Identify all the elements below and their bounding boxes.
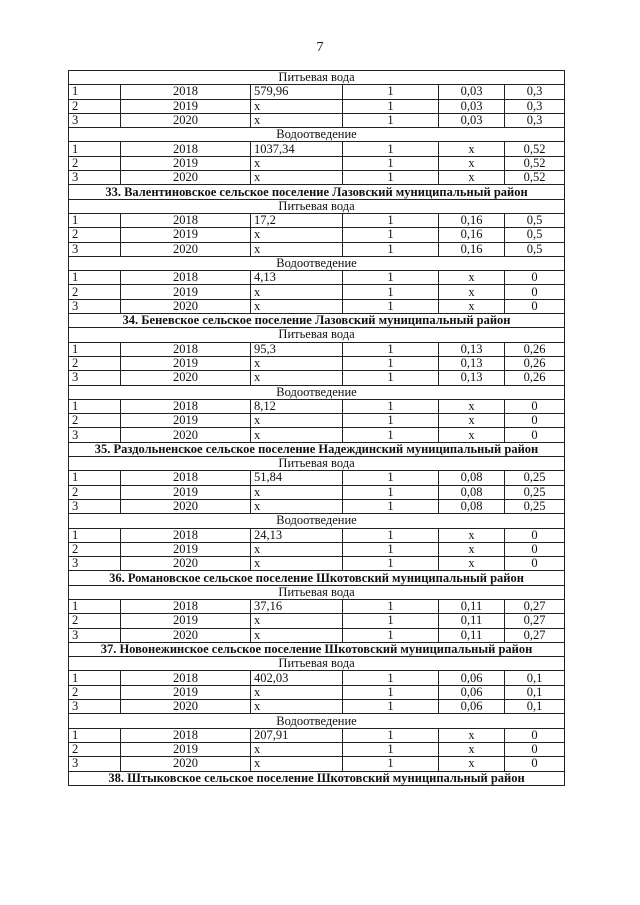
value-cell: x (251, 557, 343, 571)
value-cell: x (251, 285, 343, 299)
row-number-cell: 2 (69, 414, 121, 428)
value-cell: 37,16 (251, 599, 343, 613)
rate-cell: 0,11 (439, 614, 505, 628)
index-cell: 1 (343, 399, 439, 413)
value-cell: 51,84 (251, 471, 343, 485)
section-header-row (69, 771, 565, 785)
value-cell: 207,91 (251, 728, 343, 742)
rate-cell: 0,13 (439, 371, 505, 385)
index-cell: 1 (343, 285, 439, 299)
year-cell: 2019 (121, 356, 251, 370)
year-cell: 2020 (121, 557, 251, 571)
index-cell: 1 (343, 171, 439, 185)
row-number-cell: 1 (69, 599, 121, 613)
rate-cell: x (439, 557, 505, 571)
year-cell: 2018 (121, 342, 251, 356)
rate-cell: 0,08 (439, 485, 505, 499)
table-row (69, 299, 565, 313)
row-number-cell: 1 (69, 471, 121, 485)
year-cell: 2020 (121, 242, 251, 256)
service-title: Питьевая вода (69, 328, 565, 342)
index-cell: 1 (343, 742, 439, 756)
value-cell: 8,12 (251, 399, 343, 413)
table-row (69, 628, 565, 642)
rate-cell: x (439, 299, 505, 313)
table-row (69, 414, 565, 428)
row-number-cell: 1 (69, 399, 121, 413)
value-cell: 24,13 (251, 528, 343, 542)
value-cell: x (251, 156, 343, 170)
rate-cell: 0,03 (439, 113, 505, 127)
table-row (69, 528, 565, 542)
year-cell: 2020 (121, 371, 251, 385)
section-header-row (69, 442, 565, 456)
settlement-title: 36. Романовское сельское поселение Шкотовский муниципальный район (69, 571, 565, 585)
index-cell: 1 (343, 271, 439, 285)
index-cell: 1 (343, 99, 439, 113)
service-title: Питьевая вода (69, 657, 565, 671)
year-cell: 2018 (121, 728, 251, 742)
row-number-cell: 3 (69, 757, 121, 771)
service-title: Водоотведение (69, 385, 565, 399)
row-number-cell: 1 (69, 342, 121, 356)
table-row (69, 728, 565, 742)
tariff-cell: 0 (505, 742, 565, 756)
section-header-row (69, 642, 565, 656)
index-cell: 1 (343, 700, 439, 714)
year-cell: 2018 (121, 213, 251, 227)
year-cell: 2019 (121, 99, 251, 113)
subsection-header-row (69, 585, 565, 599)
value-cell: 4,13 (251, 271, 343, 285)
year-cell: 2020 (121, 757, 251, 771)
tariff-cell: 0,27 (505, 628, 565, 642)
value-cell: x (251, 299, 343, 313)
tariff-cell: 0 (505, 399, 565, 413)
row-number-cell: 2 (69, 542, 121, 556)
table-body (69, 71, 565, 786)
index-cell: 1 (343, 671, 439, 685)
index-cell: 1 (343, 528, 439, 542)
subsection-header-row (69, 256, 565, 270)
index-cell: 1 (343, 213, 439, 227)
year-cell: 2019 (121, 285, 251, 299)
settlement-title: 38. Штыковское сельское поселение Шкотовский муниципальный район (69, 771, 565, 785)
value-cell: x (251, 614, 343, 628)
index-cell: 1 (343, 685, 439, 699)
index-cell: 1 (343, 371, 439, 385)
subsection-header-row (69, 128, 565, 142)
year-cell: 2019 (121, 614, 251, 628)
row-number-cell: 1 (69, 142, 121, 156)
year-cell: 2019 (121, 228, 251, 242)
row-number-cell: 1 (69, 271, 121, 285)
table-row (69, 757, 565, 771)
tariff-table (68, 70, 565, 786)
tariff-cell: 0,3 (505, 99, 565, 113)
year-cell: 2018 (121, 399, 251, 413)
value-cell: x (251, 242, 343, 256)
tariff-cell: 0 (505, 528, 565, 542)
index-cell: 1 (343, 428, 439, 442)
value-cell: x (251, 628, 343, 642)
rate-cell: x (439, 428, 505, 442)
tariff-cell: 0,25 (505, 485, 565, 499)
subsection-header-row (69, 657, 565, 671)
index-cell: 1 (343, 542, 439, 556)
year-cell: 2018 (121, 271, 251, 285)
table-row (69, 356, 565, 370)
rate-cell: 0,13 (439, 342, 505, 356)
value-cell: x (251, 742, 343, 756)
index-cell: 1 (343, 471, 439, 485)
table-row (69, 700, 565, 714)
tariff-cell: 0,1 (505, 700, 565, 714)
table-row (69, 171, 565, 185)
subsection-header-row (69, 385, 565, 399)
value-cell: x (251, 485, 343, 499)
table-row (69, 742, 565, 756)
table-row (69, 542, 565, 556)
rate-cell: x (439, 171, 505, 185)
value-cell: 402,03 (251, 671, 343, 685)
rate-cell: x (439, 728, 505, 742)
table-row (69, 156, 565, 170)
value-cell: 17,2 (251, 213, 343, 227)
tariff-cell: 0,52 (505, 171, 565, 185)
tariff-cell: 0 (505, 299, 565, 313)
value-cell: x (251, 356, 343, 370)
rate-cell: 0,16 (439, 242, 505, 256)
row-number-cell: 3 (69, 700, 121, 714)
row-number-cell: 1 (69, 213, 121, 227)
rate-cell: 0,13 (439, 356, 505, 370)
row-number-cell: 3 (69, 113, 121, 127)
table-row (69, 113, 565, 127)
tariff-cell: 0,26 (505, 371, 565, 385)
service-title: Водоотведение (69, 128, 565, 142)
row-number-cell: 3 (69, 628, 121, 642)
row-number-cell: 1 (69, 671, 121, 685)
rate-cell: x (439, 742, 505, 756)
table-row (69, 614, 565, 628)
year-cell: 2020 (121, 428, 251, 442)
rate-cell: 0,08 (439, 471, 505, 485)
rate-cell: 0,03 (439, 85, 505, 99)
row-number-cell: 2 (69, 356, 121, 370)
rate-cell: x (439, 542, 505, 556)
row-number-cell: 2 (69, 99, 121, 113)
value-cell: x (251, 499, 343, 513)
row-number-cell: 3 (69, 242, 121, 256)
row-number-cell: 2 (69, 485, 121, 499)
rate-cell: x (439, 142, 505, 156)
rate-cell: 0,11 (439, 628, 505, 642)
year-cell: 2018 (121, 85, 251, 99)
row-number-cell: 3 (69, 371, 121, 385)
table-row (69, 99, 565, 113)
index-cell: 1 (343, 557, 439, 571)
tariff-cell: 0 (505, 542, 565, 556)
value-cell: x (251, 700, 343, 714)
index-cell: 1 (343, 342, 439, 356)
tariff-cell: 0 (505, 757, 565, 771)
row-number-cell: 3 (69, 428, 121, 442)
table-row (69, 271, 565, 285)
tariff-cell: 0 (505, 557, 565, 571)
tariff-cell: 0,52 (505, 156, 565, 170)
index-cell: 1 (343, 728, 439, 742)
table-row (69, 485, 565, 499)
table-row (69, 285, 565, 299)
page-number: 7 (316, 40, 324, 55)
value-cell: x (251, 414, 343, 428)
row-number-cell: 1 (69, 85, 121, 99)
service-title: Питьевая вода (69, 71, 565, 85)
table-row (69, 142, 565, 156)
index-cell: 1 (343, 228, 439, 242)
year-cell: 2020 (121, 628, 251, 642)
year-cell: 2020 (121, 499, 251, 513)
subsection-header-row (69, 199, 565, 213)
settlement-title: 37. Новонежинское сельское поселение Шкотовский муниципальный район (69, 642, 565, 656)
rate-cell: 0,03 (439, 99, 505, 113)
service-title: Питьевая вода (69, 457, 565, 471)
index-cell: 1 (343, 628, 439, 642)
year-cell: 2019 (121, 414, 251, 428)
tariff-cell: 0,3 (505, 113, 565, 127)
rate-cell: x (439, 757, 505, 771)
table-row (69, 428, 565, 442)
value-cell: x (251, 113, 343, 127)
index-cell: 1 (343, 757, 439, 771)
rate-cell: 0,08 (439, 499, 505, 513)
value-cell: x (251, 171, 343, 185)
tariff-cell: 0,5 (505, 228, 565, 242)
service-title: Питьевая вода (69, 585, 565, 599)
value-cell: x (251, 685, 343, 699)
value-cell: x (251, 542, 343, 556)
row-number-cell: 1 (69, 728, 121, 742)
row-number-cell: 2 (69, 156, 121, 170)
tariff-cell: 0,27 (505, 599, 565, 613)
value-cell: x (251, 99, 343, 113)
year-cell: 2019 (121, 156, 251, 170)
year-cell: 2018 (121, 142, 251, 156)
year-cell: 2018 (121, 528, 251, 542)
row-number-cell: 2 (69, 285, 121, 299)
tariff-cell: 0 (505, 271, 565, 285)
year-cell: 2020 (121, 113, 251, 127)
row-number-cell: 2 (69, 685, 121, 699)
index-cell: 1 (343, 356, 439, 370)
year-cell: 2018 (121, 599, 251, 613)
subsection-header-row (69, 328, 565, 342)
row-number-cell: 1 (69, 528, 121, 542)
tariff-cell: 0,27 (505, 614, 565, 628)
index-cell: 1 (343, 614, 439, 628)
value-cell: 579,96 (251, 85, 343, 99)
section-header-row (69, 185, 565, 199)
tariff-cell: 0 (505, 428, 565, 442)
service-title: Водоотведение (69, 714, 565, 728)
tariff-cell: 0,3 (505, 85, 565, 99)
table-row (69, 685, 565, 699)
settlement-title: 35. Раздольненское сельское поселение Надеждинский муниципальный район (69, 442, 565, 456)
subsection-header-row (69, 714, 565, 728)
row-number-cell: 3 (69, 299, 121, 313)
tariff-cell: 0,5 (505, 242, 565, 256)
table-row (69, 342, 565, 356)
year-cell: 2018 (121, 471, 251, 485)
year-cell: 2020 (121, 299, 251, 313)
rate-cell: x (439, 285, 505, 299)
table-row (69, 671, 565, 685)
tariff-cell: 0,52 (505, 142, 565, 156)
row-number-cell: 2 (69, 742, 121, 756)
service-title: Питьевая вода (69, 199, 565, 213)
index-cell: 1 (343, 242, 439, 256)
rate-cell: 0,06 (439, 700, 505, 714)
section-header-row (69, 314, 565, 328)
table-row (69, 371, 565, 385)
tariff-cell: 0,1 (505, 685, 565, 699)
index-cell: 1 (343, 499, 439, 513)
tariff-cell: 0 (505, 414, 565, 428)
table-row (69, 557, 565, 571)
table-row (69, 228, 565, 242)
rate-cell: 0,16 (439, 213, 505, 227)
table-row (69, 213, 565, 227)
table-row (69, 242, 565, 256)
rate-cell: 0,16 (439, 228, 505, 242)
subsection-header-row (69, 457, 565, 471)
value-cell: x (251, 428, 343, 442)
year-cell: 2019 (121, 742, 251, 756)
index-cell: 1 (343, 414, 439, 428)
year-cell: 2019 (121, 685, 251, 699)
year-cell: 2019 (121, 485, 251, 499)
tariff-cell: 0,26 (505, 356, 565, 370)
rate-cell: x (439, 271, 505, 285)
rate-cell: 0,06 (439, 671, 505, 685)
row-number-cell: 3 (69, 171, 121, 185)
service-title: Водоотведение (69, 514, 565, 528)
row-number-cell: 2 (69, 228, 121, 242)
year-cell: 2020 (121, 700, 251, 714)
year-cell: 2020 (121, 171, 251, 185)
value-cell: x (251, 371, 343, 385)
settlement-title: 33. Валентиновское сельское поселение Лазовский муниципальный район (69, 185, 565, 199)
tariff-cell: 0,25 (505, 499, 565, 513)
table-row (69, 85, 565, 99)
rate-cell: x (439, 528, 505, 542)
section-header-row (69, 571, 565, 585)
rate-cell: x (439, 414, 505, 428)
index-cell: 1 (343, 485, 439, 499)
value-cell: 1037,34 (251, 142, 343, 156)
table-row (69, 499, 565, 513)
year-cell: 2018 (121, 671, 251, 685)
tariff-cell: 0,25 (505, 471, 565, 485)
rate-cell: x (439, 399, 505, 413)
value-cell: 95,3 (251, 342, 343, 356)
index-cell: 1 (343, 142, 439, 156)
tariff-cell: 0 (505, 728, 565, 742)
index-cell: 1 (343, 156, 439, 170)
rate-cell: x (439, 156, 505, 170)
index-cell: 1 (343, 599, 439, 613)
value-cell: x (251, 228, 343, 242)
table-row (69, 599, 565, 613)
year-cell: 2019 (121, 542, 251, 556)
rate-cell: 0,11 (439, 599, 505, 613)
tariff-cell: 0,5 (505, 213, 565, 227)
rate-cell: 0,06 (439, 685, 505, 699)
tariff-cell: 0 (505, 285, 565, 299)
value-cell: x (251, 757, 343, 771)
row-number-cell: 3 (69, 557, 121, 571)
table-row (69, 399, 565, 413)
settlement-title: 34. Беневское сельское поселение Лазовский муниципальный район (69, 314, 565, 328)
index-cell: 1 (343, 113, 439, 127)
row-number-cell: 3 (69, 499, 121, 513)
index-cell: 1 (343, 299, 439, 313)
index-cell: 1 (343, 85, 439, 99)
subsection-header-row (69, 71, 565, 85)
table-row (69, 471, 565, 485)
subsection-header-row (69, 514, 565, 528)
tariff-cell: 0,26 (505, 342, 565, 356)
row-number-cell: 2 (69, 614, 121, 628)
service-title: Водоотведение (69, 256, 565, 270)
tariff-cell: 0,1 (505, 671, 565, 685)
